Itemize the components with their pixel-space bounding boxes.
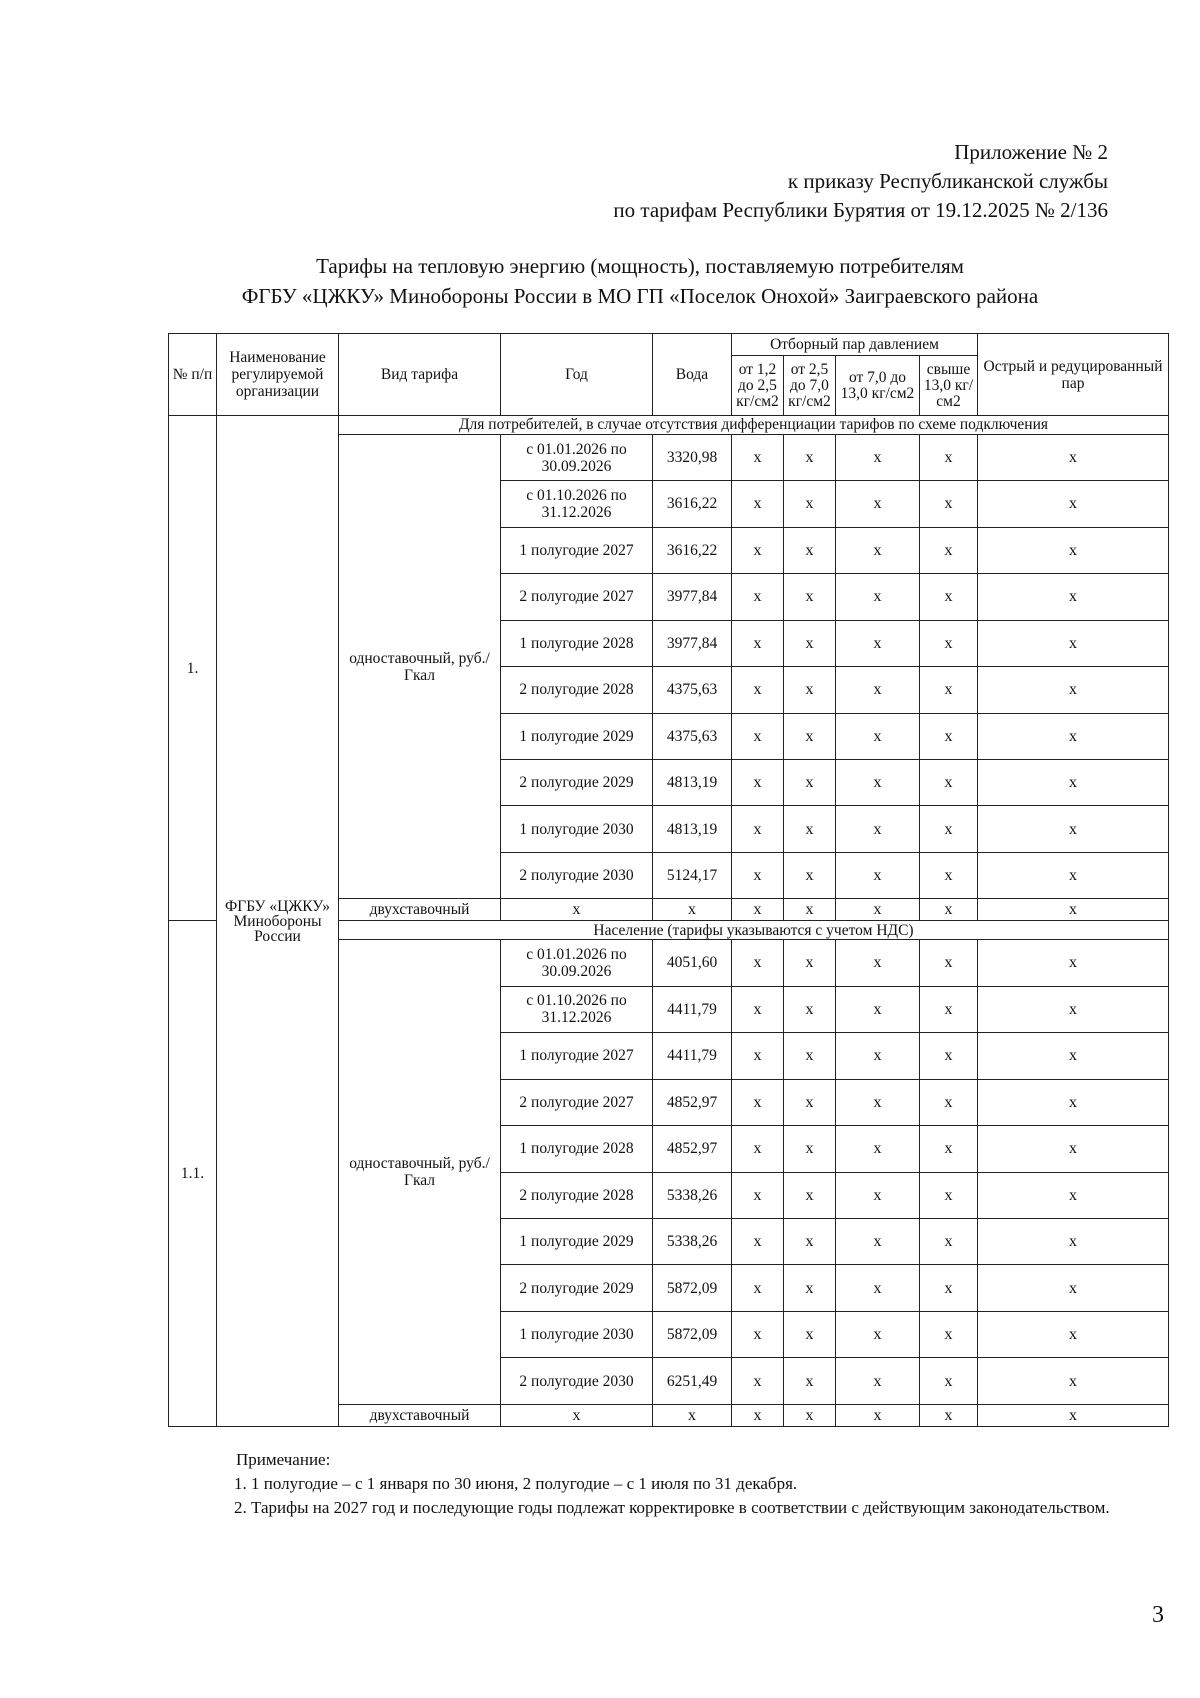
x-mark: x [836, 1033, 920, 1079]
x-mark: x [732, 899, 784, 921]
section-number: 1.1. [169, 921, 217, 1427]
x-mark: x [978, 1311, 1169, 1357]
water-value: 4411,79 [653, 1033, 732, 1079]
header-steam-1: от 1,2 до 2,5 кг/см2 [732, 356, 784, 416]
x-mark: x [978, 1126, 1169, 1172]
header-num: № п/п [169, 334, 217, 416]
x-mark: x [920, 1126, 978, 1172]
x-mark: x [920, 940, 978, 986]
x-mark: x [784, 1311, 836, 1357]
x-mark: x [836, 759, 920, 805]
x-mark: x [784, 527, 836, 573]
section-number: 1. [169, 416, 217, 921]
x-mark: x [653, 1404, 732, 1426]
x-mark: x [732, 940, 784, 986]
x-mark: x [920, 481, 978, 527]
header-steam-2: от 2,5 до 7,0 кг/см2 [784, 356, 836, 416]
x-mark: x [978, 574, 1169, 620]
period-cell: с 01.01.2026 по 30.09.2026 [501, 940, 653, 986]
period-cell: 1 полугодие 2029 [501, 1218, 653, 1264]
period-cell: с 01.10.2026 по 31.12.2026 [501, 481, 653, 527]
x-mark: x [836, 527, 920, 573]
period-cell: 2 полугодие 2029 [501, 1265, 653, 1311]
x-mark: x [920, 1404, 978, 1426]
tariff-type-two-rate: двухставочный [339, 899, 501, 921]
x-mark: x [920, 1265, 978, 1311]
x-mark: x [784, 574, 836, 620]
period-cell: 2 полугодие 2030 [501, 1358, 653, 1404]
period-cell: 2 полугодие 2029 [501, 759, 653, 805]
x-mark: x [784, 1265, 836, 1311]
x-mark: x [732, 759, 784, 805]
x-mark: x [978, 527, 1169, 573]
x-mark: x [784, 899, 836, 921]
x-mark: x [836, 806, 920, 852]
water-value: 3320,98 [653, 434, 732, 480]
header-steam-4: свыше 13,0 кг/см2 [920, 356, 978, 416]
x-mark: x [836, 940, 920, 986]
x-mark: x [784, 1218, 836, 1264]
note-heading: Примечание: [236, 1450, 331, 1469]
x-mark: x [978, 1033, 1169, 1079]
x-mark: x [920, 852, 978, 898]
header-steam-3: от 7,0 до 13,0 кг/см2 [836, 356, 920, 416]
x-mark: x [732, 1172, 784, 1218]
x-mark: x [836, 1079, 920, 1125]
x-mark: x [836, 1218, 920, 1264]
tariff-type-single: одноставочный, руб./Гкал [339, 940, 501, 1405]
header-tariff-type: Вид тарифа [339, 334, 501, 416]
appendix-line-2: к приказу Республиканской службы [787, 169, 1108, 193]
header-year: Год [501, 334, 653, 416]
x-mark: x [978, 481, 1169, 527]
water-value: 3977,84 [653, 620, 732, 666]
x-mark: x [784, 986, 836, 1032]
x-mark: x [732, 1311, 784, 1357]
water-value: 4411,79 [653, 986, 732, 1032]
period-cell: 1 полугодие 2030 [501, 1311, 653, 1357]
water-value: 4852,97 [653, 1079, 732, 1125]
x-mark: x [920, 667, 978, 713]
period-cell: 1 полугодие 2028 [501, 620, 653, 666]
period-cell: 1 полугодие 2030 [501, 806, 653, 852]
water-value: 6251,49 [653, 1358, 732, 1404]
x-mark: x [732, 1404, 784, 1426]
water-value: 5872,09 [653, 1311, 732, 1357]
x-mark: x [732, 986, 784, 1032]
x-mark: x [732, 1079, 784, 1125]
x-mark: x [836, 1311, 920, 1357]
water-value: 4375,63 [653, 667, 732, 713]
x-mark: x [784, 1126, 836, 1172]
x-mark: x [784, 806, 836, 852]
note-block [188, 1448, 1168, 1520]
x-mark: x [978, 1218, 1169, 1264]
x-mark: x [920, 1358, 978, 1404]
x-mark: x [920, 574, 978, 620]
note-item-1: 1. 1 полугодие – с 1 января по 30 июня, 2 полугодие – с 1 июля по 31 декабря. [234, 1474, 798, 1493]
tariff-type-single: одноставочный, руб./Гкал [339, 434, 501, 899]
page-number: 3 [1152, 1602, 1164, 1628]
title-line-2: ФГБУ «ЦЖКУ» Минобороны России в МО ГП «Поселок Онохой» Заиграевского района [241, 284, 1039, 308]
x-mark: x [784, 620, 836, 666]
period-cell: 2 полугодие 2028 [501, 1172, 653, 1218]
x-mark: x [784, 1033, 836, 1079]
x-mark: x [920, 759, 978, 805]
x-mark: x [836, 620, 920, 666]
x-mark: x [978, 899, 1169, 921]
x-mark: x [732, 1126, 784, 1172]
x-mark: x [836, 1265, 920, 1311]
x-mark: x [501, 899, 653, 921]
x-mark: x [784, 1358, 836, 1404]
period-cell: 1 полугодие 2027 [501, 1033, 653, 1079]
x-mark: x [784, 940, 836, 986]
x-mark: x [784, 759, 836, 805]
x-mark: x [732, 1218, 784, 1264]
x-mark: x [836, 1358, 920, 1404]
period-cell: с 01.01.2026 по 30.09.2026 [501, 434, 653, 480]
section-caption: Для потребителей, в случае отсутствия дифференциации тарифов по схеме подключения [339, 416, 1169, 435]
water-value: 5338,26 [653, 1172, 732, 1218]
x-mark: x [978, 1358, 1169, 1404]
x-mark: x [732, 1033, 784, 1079]
tariff-table [168, 333, 1169, 1427]
tariff-table-body [169, 416, 1169, 1427]
x-mark: x [920, 1033, 978, 1079]
tariff-type-two-rate: двухставочный [339, 1404, 501, 1426]
x-mark: x [732, 574, 784, 620]
x-mark: x [920, 899, 978, 921]
water-value: 5872,09 [653, 1265, 732, 1311]
x-mark: x [978, 434, 1169, 480]
x-mark: x [836, 713, 920, 759]
x-mark: x [978, 759, 1169, 805]
x-mark: x [978, 1172, 1169, 1218]
period-cell: 2 полугодие 2027 [501, 1079, 653, 1125]
x-mark: x [732, 1358, 784, 1404]
header-steam-group: Отборный пар давлением [732, 334, 978, 356]
header-water: Вода [653, 334, 732, 416]
x-mark: x [784, 1404, 836, 1426]
x-mark: x [836, 852, 920, 898]
x-mark: x [978, 667, 1169, 713]
x-mark: x [920, 1172, 978, 1218]
x-mark: x [784, 1172, 836, 1218]
org-name: ФГБУ «ЦЖКУ» Минобороны России [217, 416, 339, 1427]
water-value: 3977,84 [653, 574, 732, 620]
period-cell: 2 полугодие 2027 [501, 574, 653, 620]
period-cell: 2 полугодие 2030 [501, 852, 653, 898]
document-title [150, 251, 1130, 311]
header-sharp-steam: Острый и редуцированный пар [978, 334, 1169, 416]
x-mark: x [732, 713, 784, 759]
x-mark: x [836, 1404, 920, 1426]
water-value: 4813,19 [653, 759, 732, 805]
appendix-block [613, 138, 1108, 225]
x-mark: x [501, 1404, 653, 1426]
x-mark: x [732, 806, 784, 852]
x-mark: x [836, 481, 920, 527]
x-mark: x [784, 1079, 836, 1125]
title-line-1: Тарифы на тепловую энергию (мощность), поставляемую потребителям [316, 254, 964, 278]
x-mark: x [978, 986, 1169, 1032]
x-mark: x [784, 713, 836, 759]
period-cell: 2 полугодие 2028 [501, 667, 653, 713]
water-value: 3616,22 [653, 527, 732, 573]
water-value: 4813,19 [653, 806, 732, 852]
section-caption-row [169, 416, 1169, 435]
x-mark: x [978, 852, 1169, 898]
period-cell: 1 полугодие 2029 [501, 713, 653, 759]
x-mark: x [653, 899, 732, 921]
x-mark: x [732, 481, 784, 527]
appendix-line-1: Приложение № 2 [954, 140, 1108, 164]
x-mark: x [978, 940, 1169, 986]
x-mark: x [920, 986, 978, 1032]
water-value: 5124,17 [653, 852, 732, 898]
note-item-2: 2. Тарифы на 2027 год и последующие годы подлежат корректировке в соответствии с действующим законодательством. [234, 1498, 1110, 1517]
x-mark: x [920, 1218, 978, 1264]
section-caption: Население (тарифы указываются с учетом НДС) [339, 921, 1169, 940]
x-mark: x [836, 986, 920, 1032]
x-mark: x [784, 852, 836, 898]
x-mark: x [836, 899, 920, 921]
x-mark: x [978, 1265, 1169, 1311]
water-value: 4051,60 [653, 940, 732, 986]
water-value: 4852,97 [653, 1126, 732, 1172]
x-mark: x [920, 620, 978, 666]
x-mark: x [920, 1311, 978, 1357]
water-value: 3616,22 [653, 481, 732, 527]
x-mark: x [836, 574, 920, 620]
x-mark: x [732, 434, 784, 480]
water-value: 4375,63 [653, 713, 732, 759]
period-cell: 1 полугодие 2027 [501, 527, 653, 573]
x-mark: x [784, 434, 836, 480]
x-mark: x [836, 434, 920, 480]
water-value: 5338,26 [653, 1218, 732, 1264]
x-mark: x [784, 667, 836, 713]
x-mark: x [978, 620, 1169, 666]
x-mark: x [732, 527, 784, 573]
header-org: Наименование регулируемой организации [217, 334, 339, 416]
x-mark: x [978, 1404, 1169, 1426]
x-mark: x [920, 806, 978, 852]
x-mark: x [836, 667, 920, 713]
x-mark: x [920, 713, 978, 759]
x-mark: x [732, 1265, 784, 1311]
period-cell: 1 полугодие 2028 [501, 1126, 653, 1172]
period-cell: с 01.10.2026 по 31.12.2026 [501, 986, 653, 1032]
x-mark: x [978, 806, 1169, 852]
x-mark: x [836, 1172, 920, 1218]
x-mark: x [732, 620, 784, 666]
appendix-line-3: по тарифам Республики Бурятия от 19.12.2025 № 2/136 [613, 198, 1108, 222]
x-mark: x [978, 1079, 1169, 1125]
x-mark: x [920, 527, 978, 573]
x-mark: x [732, 667, 784, 713]
x-mark: x [732, 852, 784, 898]
x-mark: x [920, 1079, 978, 1125]
x-mark: x [784, 481, 836, 527]
x-mark: x [836, 1126, 920, 1172]
x-mark: x [978, 713, 1169, 759]
x-mark: x [920, 434, 978, 480]
